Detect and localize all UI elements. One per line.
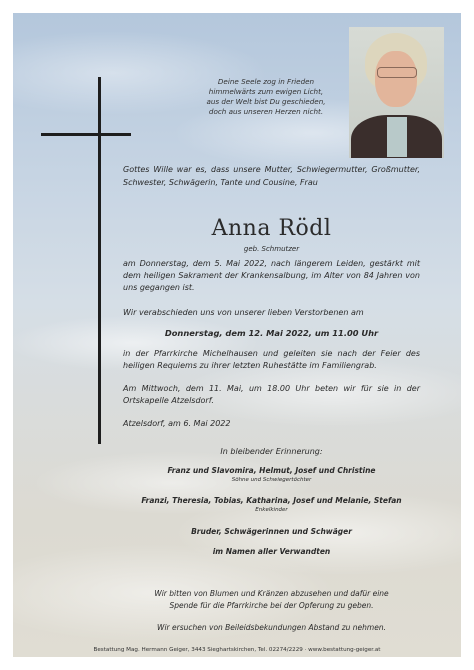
- condolence-request: Wir ersuchen von Beileidsbekundungen Abstand zu nehmen.: [157, 623, 386, 632]
- poem-line: doch aus unseren Herzen nicht.: [208, 107, 324, 116]
- place-date: Atzelsdorf, am 6. Mai 2022: [123, 419, 231, 428]
- siblings: Bruder, Schwägerinnen und Schwäger: [191, 527, 352, 536]
- deceased-name: Anna Rödl: [211, 216, 332, 241]
- portrait-photo: [349, 27, 444, 158]
- poem-line: himmelwärts zum ewigen Licht,: [208, 87, 324, 96]
- relatives: im Namen aller Verwandten: [212, 547, 331, 556]
- funeral-home-footer: Bestattung Mag. Hermann Geiger, 3443 Sieghartskirchen, Tel. 02274/2229 · www.bestattung-geiger.at: [93, 647, 381, 653]
- intro-text: Gottes Wille war es, dass unsere Mutter, Schwiegermutter, Großmutter, Schwester, Schwägerin, Tante und Cousine, Frau: [123, 165, 420, 187]
- funeral-place: in der Pfarrkirche Michelhausen und geleiten sie nach der Feier des heiligen Requiems zu ihrer letzten Ruhestätte im Familiengrab.: [123, 349, 420, 370]
- children-role: Söhne und Schwiegertöchter: [231, 477, 312, 483]
- funeral-date: Donnerstag, dem 12. Mai 2022, um 11.00 Uhr: [164, 328, 379, 338]
- memory-heading: In bleibender Erinnerung:: [220, 447, 323, 456]
- farewell-intro: Wir verabschieden uns von unserer lieben Verstorbenen am: [123, 308, 364, 317]
- grandchildren-names: Franzi, Theresia, Tobias, Katharina, Josef und Melanie, Stefan: [141, 496, 402, 505]
- poem-line: aus der Welt bist Du geschieden,: [206, 97, 326, 106]
- donation-request: Wir bitten von Blumen und Kränzen abzusehen und dafür eine Spende für die Pfarrkirche bei der Opferung zu geben.: [154, 589, 389, 610]
- grandchildren-role: Enkelkinder: [255, 507, 288, 513]
- cross-icon-beam: [41, 133, 131, 136]
- birth-name: geb. Schmutzer: [243, 245, 300, 253]
- children-names: Franz und Slavomira, Helmut, Josef und Christine: [167, 466, 376, 475]
- prayer-notice: Am Mittwoch, dem 11. Mai, um 18.00 Uhr beten wir für sie in der Ortskapelle Atzelsdorf.: [123, 384, 420, 405]
- obituary-card: [13, 13, 461, 657]
- death-notice: am Donnerstag, dem 5. Mai 2022, nach längerem Leiden, gestärkt mit dem heiligen Sakrament der Krankensalbung, im Alter von 84 Jahren von uns gegangen ist.: [123, 259, 420, 292]
- poem: [181, 77, 351, 117]
- poem-line: Deine Seele zog in Frieden: [217, 77, 315, 86]
